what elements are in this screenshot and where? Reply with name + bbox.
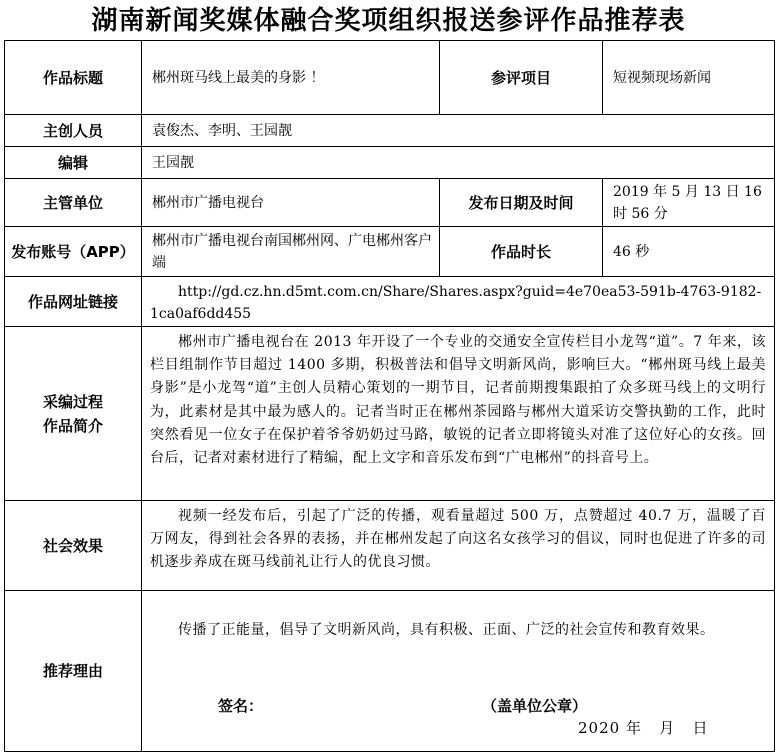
reason-cell — [142, 591, 775, 752]
duration-value: 46 秒 — [603, 227, 775, 277]
work-title-value: 郴州斑马线上最美的身影 ！ — [142, 41, 440, 115]
creators-label: 主创人员 — [5, 115, 142, 147]
duration-label: 作品时长 — [440, 227, 603, 277]
account-label: 发布账号（APP） — [5, 227, 142, 277]
editor-value: 王园靓 — [142, 147, 775, 179]
pub-date-value: 2019 年 5 月 13 日 16 时 56 分 — [603, 179, 775, 227]
stamp-label: （盖单位公章） — [482, 697, 588, 715]
process-label-line1: 采编过程 — [42, 392, 103, 411]
url-value[interactable]: http://gd.cz.hn.d5mt.com.cn/Share/Shares.aspx?guid=4e70ea53-591b-4763-9182-1ca0af6dd455 — [142, 277, 775, 327]
process-label — [5, 327, 142, 501]
signature-label: 签名： — [218, 697, 264, 715]
work-title-label: 作品标题 — [5, 41, 142, 115]
category-label: 参评项目 — [440, 41, 603, 115]
form-title: 湖南新闻奖媒体融合奖项组织报送参评作品推荐表 — [91, 6, 686, 36]
org-value: 郴州市广播电视台 — [142, 179, 440, 227]
reason-label: 推荐理由 — [5, 591, 142, 752]
recommendation-form-table — [4, 40, 775, 752]
effect-value: 视频一经发布后，引起了广泛的传播，观看量超过 500 万，点赞超过 40.7 万，温暖了百万网友，得到社会各界的表扬，并在郴州发起了向这名女孩学习的倡议，同时也促进了许多的司机逐步养成在斑马线前礼让行人的优良习惯。 — [142, 501, 775, 591]
account-value: 郴州市广播电视台南国郴州网、广电郴州客户端 — [142, 227, 440, 277]
effect-label: 社会效果 — [5, 501, 142, 591]
creators-value: 袁俊杰、李明、王园靓 — [142, 115, 775, 147]
url-label: 作品网址链接 — [5, 277, 142, 327]
process-label-line2: 作品简介 — [42, 416, 103, 435]
pub-date-label: 发布日期及时间 — [440, 179, 603, 227]
category-value: 短视频现场新闻 — [603, 41, 775, 115]
process-value: 郴州市广播电视台在 2013 年开设了一个专业的交通安全宣传栏目小龙驾“道”。7 年来，该栏目组制作节目超过 1400 多期，积极普法和倡导文明新风尚，影响巨大。“郴州斑马线上最美身影”是小龙驾“道”主创人员精心策划的一期节目，记者前期搜集跟拍了众多斑马线上的文明行为，此素材是其中最为感人的。记者当时正在郴州茶园路与郴州大道采访交警执勤的工作，此时突然看见一位女子在保护着爷爷奶奶过马路，敏锐的记者立即将镜头对准了这位好心的女孩。回台后，记者对素材进行了精编，配上文字和音乐发布到“广电郴州”的抖音号上。 — [142, 327, 775, 501]
editor-label: 编辑 — [5, 147, 142, 179]
reason-value: 传播了正能量，倡导了文明新风尚，具有积极、正面、广泛的社会宣传和教育效果。 — [178, 622, 715, 638]
org-label: 主管单位 — [5, 179, 142, 227]
sign-date: 2020 年 月 日 — [578, 719, 709, 737]
